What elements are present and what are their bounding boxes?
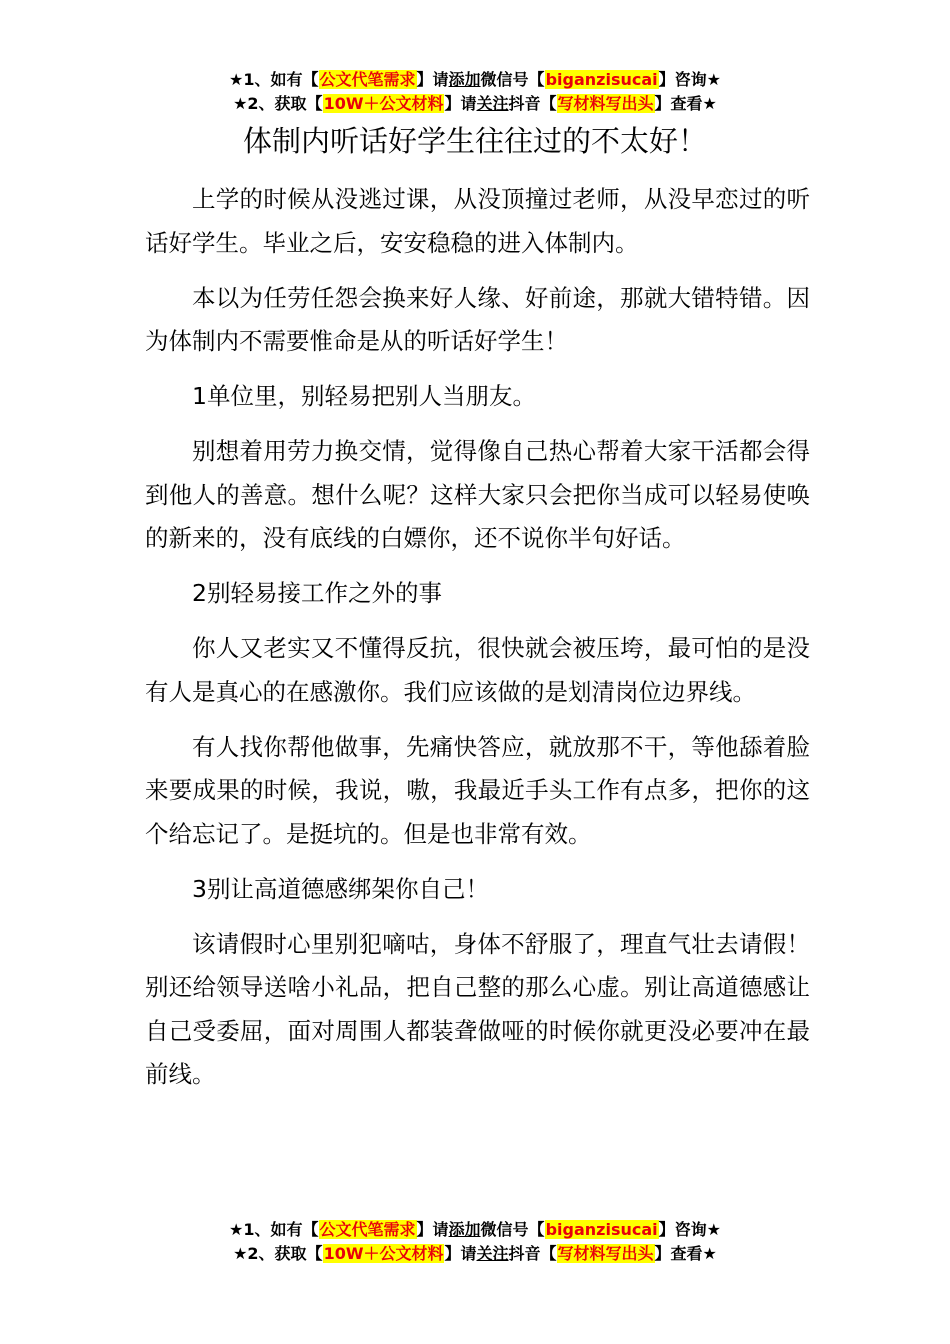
document-body xyxy=(145,178,810,1108)
paragraph: 有人找你帮他做事，先痛快答应，就放那不干，等他舔着脸来要成果的时候，我说，嗷，我最近手头工作有点多，把你的这个给忘记了。是挺坑的。但是也非常有效。 xyxy=(145,732,810,848)
highlight-materials: 10W＋公文材料 xyxy=(323,1244,444,1263)
header-banner-line-1 xyxy=(0,68,950,92)
highlight-douyin-account: 写材料写出头 xyxy=(557,94,654,113)
banner-text: 】查看★ xyxy=(654,94,717,113)
banner-text: 】查看★ xyxy=(654,1244,717,1263)
banner-underlined-text: 关注 xyxy=(476,94,509,113)
banner-text: ★2、获取【 xyxy=(233,94,323,113)
banner-underlined-text: 添加 xyxy=(448,70,481,89)
highlight-wechat-id: biganzisucai xyxy=(545,1220,658,1239)
banner-text: 】请 xyxy=(416,1220,449,1239)
paragraph: 该请假时心里别犯嘀咕，身体不舒服了，理直气壮去请假！别还给领导送啥小礼品，把自己整的那么心虚。别让高道德感让自己受委屈，面对周围人都装聋做哑的时候你就更没必要冲在最前线。 xyxy=(145,929,810,1088)
header-banner-line-2 xyxy=(0,92,950,116)
header-banner xyxy=(0,68,950,116)
banner-text: ★1、如有【 xyxy=(229,1220,319,1239)
footer-banner-line-1 xyxy=(0,1218,950,1242)
banner-text: 抖音【 xyxy=(508,1244,557,1263)
banner-text: 】请 xyxy=(416,70,449,89)
footer-banner-line-2 xyxy=(0,1242,950,1266)
banner-text: 】咨询★ xyxy=(658,70,721,89)
footer-banner xyxy=(0,1218,950,1266)
banner-underlined-text: 关注 xyxy=(476,1244,509,1263)
paragraph: 别想着用劳力换交情，觉得像自己热心帮着大家干活都会得到他人的善意。想什么呢？这样大家只会把你当成可以轻易使唤的新来的，没有底线的白嫖你，还不说你半句好话。 xyxy=(145,437,810,552)
banner-text: 】咨询★ xyxy=(658,1220,721,1239)
highlight-service: 公文代笔需求 xyxy=(319,1220,416,1239)
section-heading: 1单位里，别轻易把别人当朋友。 xyxy=(192,382,536,410)
paragraph: 本以为任劳任怨会换来好人缘、好前途，那就大错特错。因为体制内不需要惟命是从的听话好学生！ xyxy=(145,283,810,355)
highlight-service: 公文代笔需求 xyxy=(319,70,416,89)
banner-text: ★1、如有【 xyxy=(229,70,319,89)
paragraph: 上学的时候从没逃过课，从没顶撞过老师，从没早恋过的听话好学生。毕业之后，安安稳稳的进入体制内。 xyxy=(145,185,810,257)
banner-text: 抖音【 xyxy=(508,94,557,113)
section-heading: 2别轻易接工作之外的事 xyxy=(192,579,442,607)
banner-text: 】请 xyxy=(444,1244,477,1263)
banner-text: 】请 xyxy=(444,94,477,113)
banner-underlined-text: 添加 xyxy=(448,1220,481,1239)
highlight-materials: 10W＋公文材料 xyxy=(323,94,444,113)
banner-text: ★2、获取【 xyxy=(233,1244,323,1263)
document-title: 体制内听话好学生往往过的不太好！ xyxy=(242,124,707,158)
banner-text: 微信号【 xyxy=(480,70,545,89)
highlight-wechat-id: biganzisucai xyxy=(545,70,658,89)
section-heading: 3别让高道德感绑架你自己！ xyxy=(192,874,489,903)
highlight-douyin-account: 写材料写出头 xyxy=(557,1244,654,1263)
banner-text: 微信号【 xyxy=(480,1220,545,1239)
paragraph: 你人又老实又不懂得反抗，很快就会被压垮，最可怕的是没有人是真心的在感激你。我们应该做的是划清岗位边界线。 xyxy=(145,634,810,706)
